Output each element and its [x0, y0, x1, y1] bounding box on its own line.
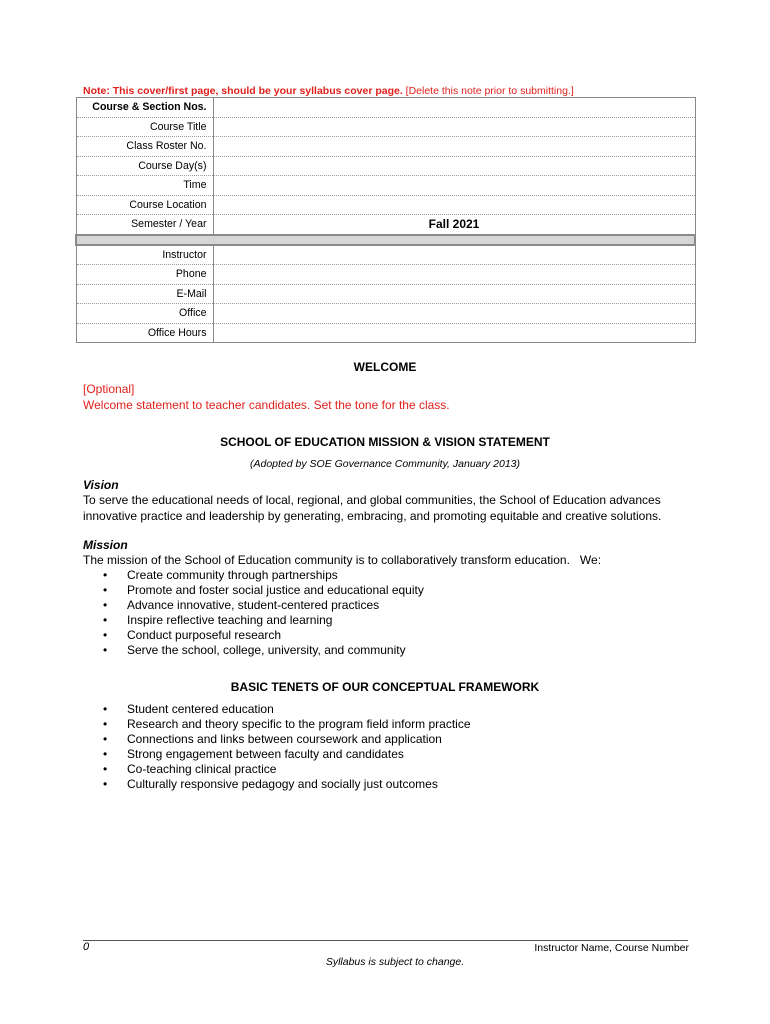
cover-row — [76, 137, 695, 157]
list-item — [83, 747, 471, 762]
cover-separator — [76, 235, 695, 245]
cover-row-value[interactable] — [213, 304, 695, 324]
cover-row-label: Office Hours — [76, 323, 213, 343]
list-item — [83, 613, 424, 628]
list-item — [83, 762, 471, 777]
mission-text: The mission of the School of Education community is to collaboratively transform education. We: — [83, 553, 602, 567]
mission-vision-heading: SCHOOL OF EDUCATION MISSION & VISION STATEMENT — [220, 435, 550, 449]
cover-row-value[interactable] — [213, 245, 695, 265]
bullet-icon: • — [103, 732, 108, 746]
list-item — [83, 777, 471, 792]
note-plain: [Delete this note prior to submitting.] — [405, 85, 574, 97]
note-bold: Note: This cover/first page, should be your syllabus cover page. — [83, 85, 403, 97]
list-item-text: Serve the school, college, university, and community — [127, 643, 406, 657]
cover-row-value[interactable] — [213, 265, 695, 285]
cover-row-label: Course Location — [76, 195, 213, 215]
bullet-icon: • — [103, 598, 108, 612]
list-item — [83, 568, 424, 583]
list-item-text: Conduct purposeful research — [127, 628, 282, 642]
tenets-bullet-list — [83, 702, 471, 792]
cover-row-value[interactable] — [213, 176, 695, 196]
mission-title: Mission — [83, 538, 128, 552]
cover-row — [76, 304, 695, 324]
cover-row-label: Semester / Year — [76, 215, 213, 235]
cover-row-value[interactable] — [213, 98, 695, 118]
mission-bullet-list — [83, 568, 424, 658]
cover-row-value[interactable] — [213, 195, 695, 215]
bullet-icon: • — [103, 643, 108, 657]
cover-row-label: Phone — [76, 265, 213, 285]
cover-row-label: Class Roster No. — [76, 137, 213, 157]
cover-row — [76, 323, 695, 343]
cover-note — [83, 85, 574, 97]
list-item — [83, 717, 471, 732]
bullet-icon: • — [103, 717, 108, 731]
bullet-icon: • — [103, 628, 108, 642]
list-item-text: Connections and links between coursework and application — [127, 732, 442, 746]
footer-instructor-course: Instructor Name, Course Number — [534, 942, 689, 954]
cover-row — [76, 284, 695, 304]
cover-row-label: E-Mail — [76, 284, 213, 304]
bullet-icon: • — [103, 762, 108, 776]
cover-row-value[interactable]: Fall 2021 — [213, 215, 695, 235]
cover-row-value[interactable] — [213, 137, 695, 157]
cover-row-value[interactable] — [213, 323, 695, 343]
footer-page-number: 0 — [83, 941, 90, 953]
cover-row — [76, 245, 695, 265]
list-item-text: Culturally responsive pedagogy and socially just outcomes — [127, 777, 438, 791]
bullet-icon: • — [103, 777, 108, 791]
cover-row — [76, 176, 695, 196]
welcome-heading: WELCOME — [353, 360, 417, 374]
cover-row-label: Office — [76, 304, 213, 324]
cover-row-label: Instructor — [76, 245, 213, 265]
list-item-text: Advance innovative, student-centered practices — [127, 598, 380, 612]
bullet-icon: • — [103, 583, 108, 597]
list-item — [83, 643, 424, 658]
list-item — [83, 628, 424, 643]
list-item — [83, 598, 424, 613]
list-item — [83, 702, 471, 717]
footer-divider — [83, 940, 688, 941]
cover-row — [76, 117, 695, 137]
list-item — [83, 583, 424, 598]
cover-separator-bar — [76, 235, 695, 245]
list-item-text: Research and theory specific to the program field inform practice — [127, 717, 471, 731]
cover-info-table — [75, 97, 696, 343]
welcome-statement: Welcome statement to teacher candidates. Set the tone for the class. — [83, 398, 450, 412]
cover-row-label: Course Title — [76, 117, 213, 137]
list-item-text: Strong engagement between faculty and candidates — [127, 747, 404, 761]
cover-row — [76, 195, 695, 215]
list-item-text: Inspire reflective teaching and learning — [127, 613, 333, 627]
footer-disclaimer: Syllabus is subject to change. — [325, 956, 465, 968]
cover-row-value[interactable] — [213, 284, 695, 304]
cover-row — [76, 265, 695, 285]
cover-row — [76, 215, 695, 235]
bullet-icon: • — [103, 568, 108, 582]
list-item — [83, 732, 471, 747]
cover-row-value[interactable] — [213, 156, 695, 176]
tenets-heading: BASIC TENETS OF OUR CONCEPTUAL FRAMEWORK — [230, 680, 540, 694]
cover-row — [76, 98, 695, 118]
bullet-icon: • — [103, 747, 108, 761]
adopted-note: (Adopted by SOE Governance Community, January 2013) — [249, 458, 521, 470]
cover-row — [76, 156, 695, 176]
list-item-text: Create community through partnerships — [127, 568, 338, 582]
cover-row-label: Time — [76, 176, 213, 196]
list-item-text: Student centered education — [127, 702, 274, 716]
bullet-icon: • — [103, 613, 108, 627]
welcome-optional: [Optional] — [83, 382, 135, 396]
list-item-text: Promote and foster social justice and educational equity — [127, 583, 424, 597]
vision-title: Vision — [83, 478, 119, 492]
cover-row-label: Course & Section Nos. — [76, 98, 213, 118]
cover-row-value[interactable] — [213, 117, 695, 137]
list-item-text: Co-teaching clinical practice — [127, 762, 277, 776]
cover-row-label: Course Day(s) — [76, 156, 213, 176]
bullet-icon: • — [103, 702, 108, 716]
vision-text: To serve the educational needs of local, regional, and global communities, the School of Education advances innovative practice and leadership by generating, embracing, and promoting equitable and creative solutions. — [83, 493, 662, 523]
